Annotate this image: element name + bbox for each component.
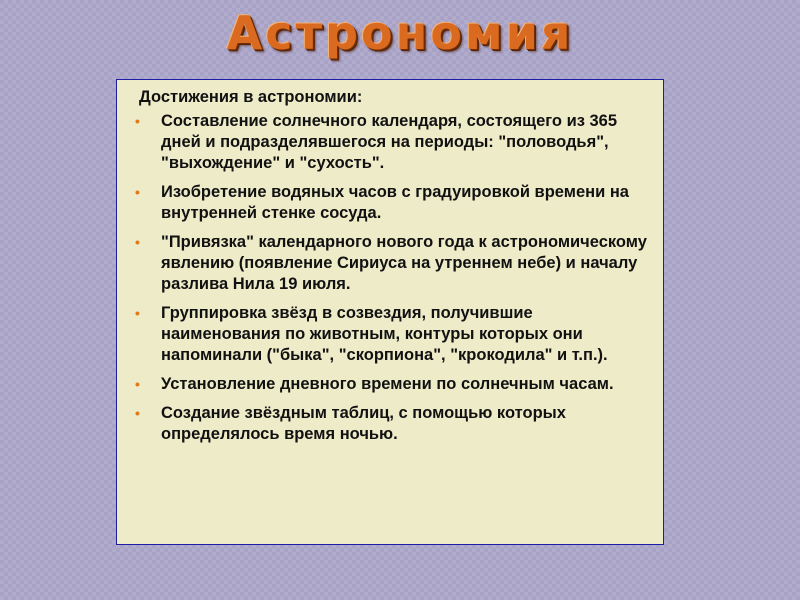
achievements-list [133,111,649,445]
slide-title: Астрономия [226,6,574,60]
list-item [133,374,649,395]
list-item [133,303,649,366]
list-item [133,182,649,224]
bullet-dot-icon: • [135,376,140,392]
list-item [133,111,649,174]
list-item-text: Создание звёздным таблиц, с помощью которых определялось время ночью. [161,404,566,443]
list-item-text: Группировка звёзд в созвездия, получившие наименования по животным, контуры которых они напоминали ("быка", "скорпиона", "крокодила" и т.п.). [161,304,608,364]
bullet-dot-icon: • [135,234,140,250]
list-item [133,403,649,445]
bullet-dot-icon: • [135,405,140,421]
bullet-dot-icon: • [135,113,140,129]
list-item-text: Установление дневного времени по солнечным часам. [161,375,614,393]
list-item-text: Составление солнечного календаря, состоящего из 365 дней и подразделявшегося на периоды: "половодья", "выхождение" и "сухость". [161,112,618,172]
list-item-text: "Привязка" календарного нового года к астрономическому явлению (появление Сириуса на утреннем небе) и началу разлива Нила 19 июля. [161,233,647,293]
content-box [116,79,664,545]
bullet-dot-icon: • [135,305,140,321]
bullet-dot-icon: • [135,184,140,200]
content-heading: Достижения в астрономии: [139,88,363,106]
list-item [133,232,649,295]
list-item-text: Изобретение водяных часов с градуировкой времени на внутренней стенке сосуда. [161,183,629,222]
